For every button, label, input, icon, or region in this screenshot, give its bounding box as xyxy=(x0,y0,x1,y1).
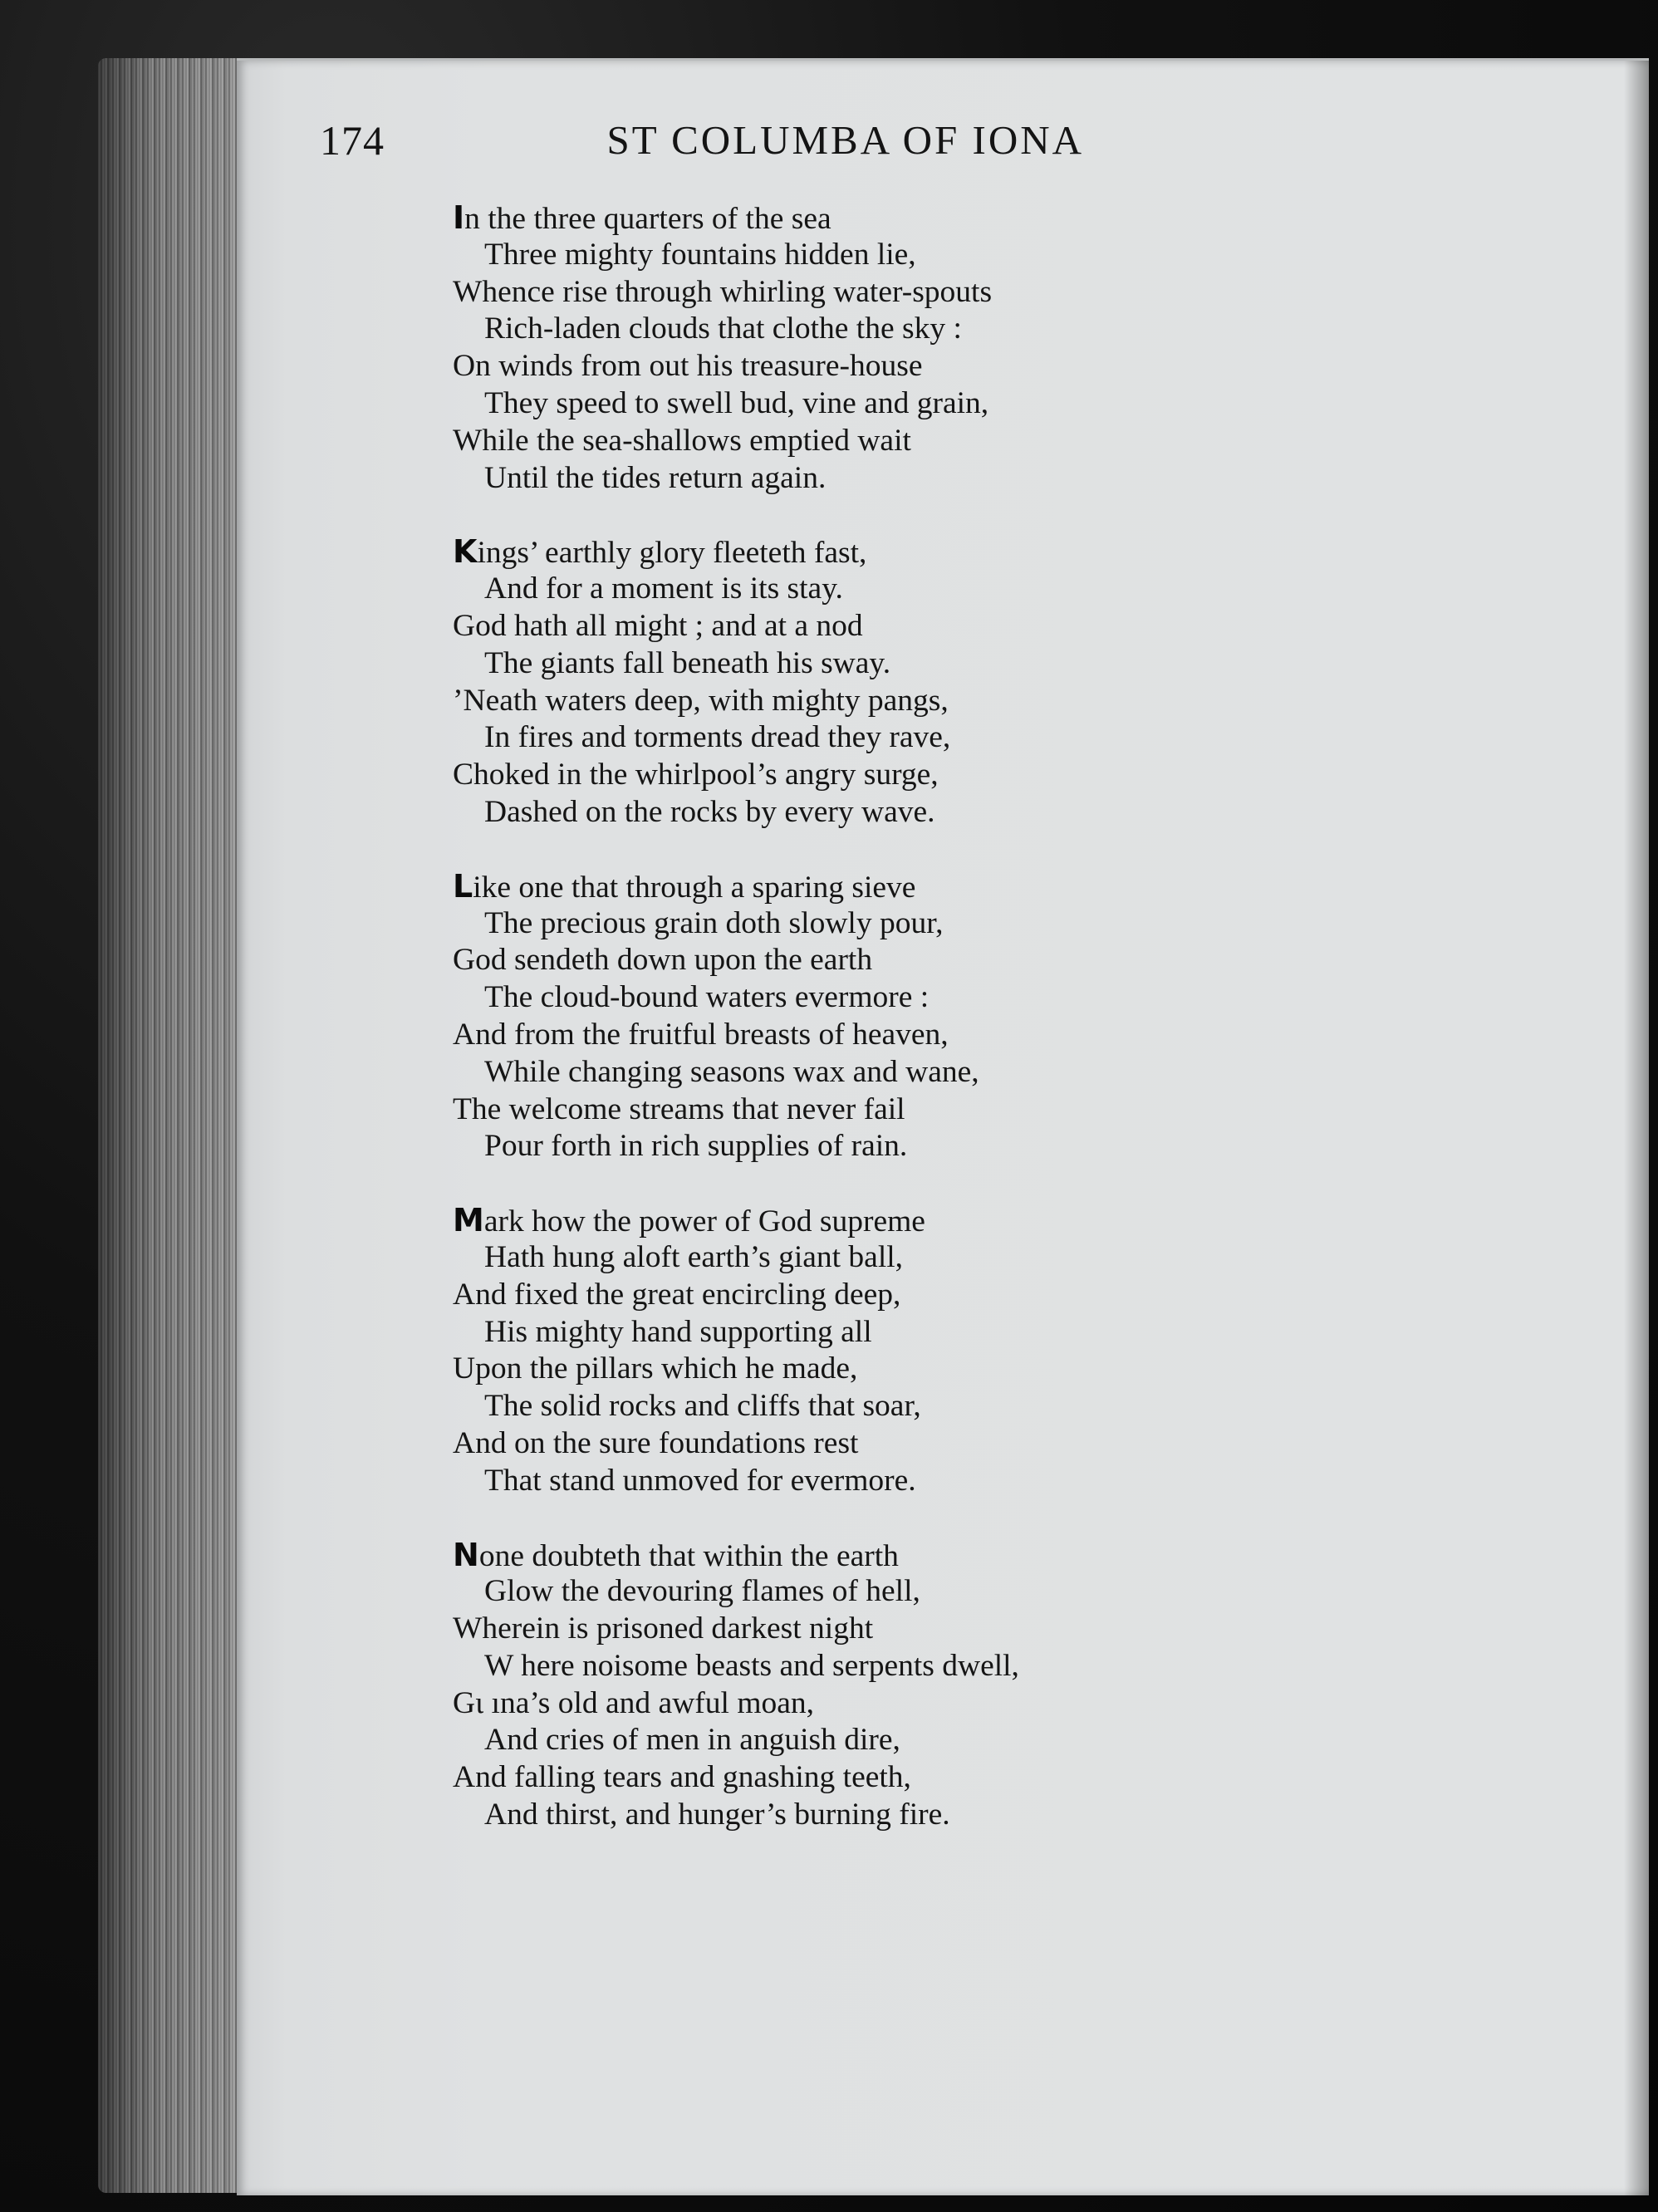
stanza-initial: L xyxy=(453,867,473,905)
poem-line: And fixed the great encircling deep, xyxy=(453,1277,901,1312)
stanza-initial: N xyxy=(453,1536,479,1573)
first-line-text: n the three quarters of the sea xyxy=(464,202,831,236)
poem-line: On winds from out his treasure-house xyxy=(453,349,923,384)
stanza-initial: M xyxy=(453,1202,484,1239)
poem-line: Upon the pillars which he made, xyxy=(453,1351,858,1386)
poem-line: Dashed on the rocks by every wave. xyxy=(484,794,935,829)
poem-line: And cries of men in anguish dire, xyxy=(484,1723,900,1758)
poem-line: And for a moment is its stay. xyxy=(484,571,843,606)
poem-line: The cloud-bound waters evermore : xyxy=(484,980,930,1015)
poem-line: While the sea-shallows emptied wait xyxy=(453,423,911,458)
running-title: ST COLUMBA OF IONA xyxy=(606,117,1084,163)
book-page-edges xyxy=(98,58,248,2193)
stanza-3 xyxy=(453,868,1408,1165)
poem-line: The giants fall beneath his sway. xyxy=(484,645,891,680)
poem-line: His mighty hand supporting all xyxy=(484,1314,872,1349)
stanza-4 xyxy=(453,1202,1408,1499)
poem-line: The welcome streams that never fail xyxy=(453,1091,905,1126)
stanza-5 xyxy=(453,1537,1408,1834)
poem-line: The solid rocks and cliffs that soar, xyxy=(484,1389,921,1424)
poem-line: God sendeth down upon the earth xyxy=(453,943,873,978)
first-line-text: one doubteth that within the earth xyxy=(478,1538,899,1573)
poem-line: God hath all might ; and at a nod xyxy=(453,608,863,643)
poem-line: The precious grain doth slowly pour, xyxy=(484,905,944,940)
poem-line xyxy=(453,1202,1408,1239)
poem-line: Rich-laden clouds that clothe the sky : xyxy=(484,311,962,346)
first-line-text: ings’ earthly glory fleeteth fast, xyxy=(477,536,867,571)
poem-line xyxy=(453,199,1408,237)
poem-line: Choked in the whirlpool’s angry surge, xyxy=(453,758,939,792)
poem-line: Gι ına’s old and awful moan, xyxy=(453,1685,815,1720)
poem-line: Wherein is prisoned darkest night xyxy=(453,1611,874,1646)
stanza-1 xyxy=(453,199,1408,497)
poem-line: And from the fruitful breasts of heaven, xyxy=(453,1017,949,1052)
first-line-text: ike one that through a sparing sieve xyxy=(473,870,916,905)
poem-line: Three mighty fountains hidden lie, xyxy=(484,237,916,272)
stanza-initial: I xyxy=(453,199,465,236)
poem-body xyxy=(453,199,1408,1871)
first-line-text: ark how the power of God supreme xyxy=(483,1204,925,1239)
poem-line: And on the sure foundations rest xyxy=(453,1425,859,1460)
poem-line: Whence rise through whirling water-spouts xyxy=(453,274,993,309)
page-header xyxy=(320,116,1084,183)
poem-line: And falling tears and gnashing teeth, xyxy=(453,1760,911,1795)
page-number: 174 xyxy=(320,117,385,164)
poem-line: W here noisome beasts and serpents dwell, xyxy=(484,1648,1019,1683)
poem-line xyxy=(453,1537,1408,1574)
poem-line: They speed to swell bud, vine and grain, xyxy=(484,385,989,420)
poem-line xyxy=(453,533,1408,571)
poem-line: ’Neath waters deep, with mighty pangs, xyxy=(453,683,949,718)
page-gutter-shadow xyxy=(1624,61,1649,2195)
stanza-2 xyxy=(453,533,1408,831)
poem-line: Until the tides return again. xyxy=(484,460,827,495)
poem-line xyxy=(453,868,1408,905)
poem-line: Pour forth in rich supplies of rain. xyxy=(484,1129,908,1164)
poem-line: Hath hung aloft earth’s giant ball, xyxy=(484,1239,904,1274)
poem-line: That stand unmoved for evermore. xyxy=(484,1463,916,1498)
poem-line: In fires and torments dread they rave, xyxy=(484,720,951,755)
stanza-initial: K xyxy=(453,533,478,571)
poem-line: Glow the devouring flames of hell, xyxy=(484,1574,920,1609)
poem-line: While changing seasons wax and wane, xyxy=(484,1054,979,1089)
poem-line: And thirst, and hunger’s burning fire. xyxy=(484,1798,950,1832)
